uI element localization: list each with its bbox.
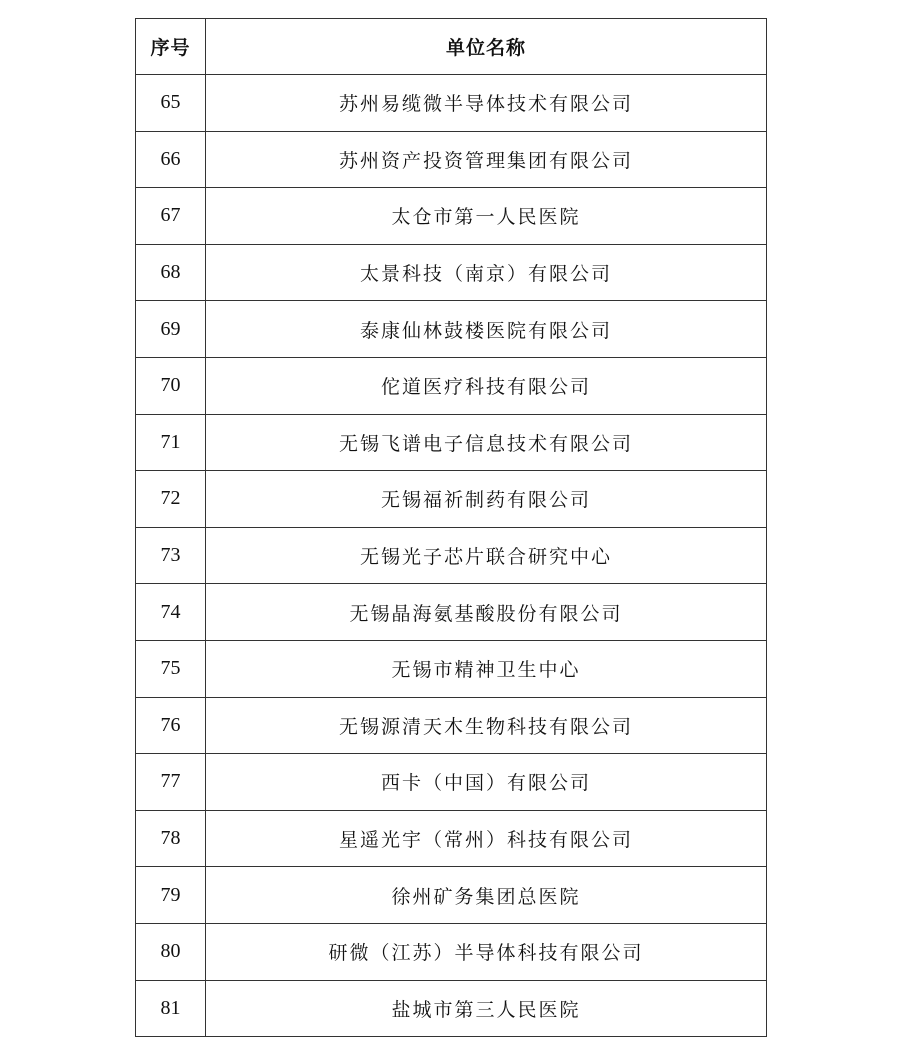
organization-table	[135, 18, 767, 1037]
table-row	[136, 980, 767, 1037]
row-name: 苏州易缆微半导体技术有限公司	[206, 75, 767, 132]
row-name: 无锡源清天木生物科技有限公司	[206, 697, 767, 754]
table-row	[136, 527, 767, 584]
row-seq: 69	[136, 301, 206, 358]
table-row	[136, 131, 767, 188]
table-row	[136, 188, 767, 245]
row-seq: 76	[136, 697, 206, 754]
table-header	[136, 19, 767, 75]
row-seq: 67	[136, 188, 206, 245]
row-name: 佗道医疗科技有限公司	[206, 357, 767, 414]
row-seq: 70	[136, 357, 206, 414]
row-seq: 73	[136, 527, 206, 584]
row-seq: 78	[136, 810, 206, 867]
row-name: 苏州资产投资管理集团有限公司	[206, 131, 767, 188]
header-row	[136, 19, 767, 75]
row-seq: 72	[136, 471, 206, 528]
row-seq: 79	[136, 867, 206, 924]
table-row	[136, 754, 767, 811]
row-name: 盐城市第三人民医院	[206, 980, 767, 1037]
table-row	[136, 867, 767, 924]
row-name: 徐州矿务集团总医院	[206, 867, 767, 924]
row-seq: 68	[136, 244, 206, 301]
table-row	[136, 923, 767, 980]
table-row	[136, 640, 767, 697]
table-body	[136, 75, 767, 1037]
row-name: 太仓市第一人民医院	[206, 188, 767, 245]
row-name: 太景科技（南京）有限公司	[206, 244, 767, 301]
row-name: 泰康仙林鼓楼医院有限公司	[206, 301, 767, 358]
row-name: 无锡光子芯片联合研究中心	[206, 527, 767, 584]
header-seq: 序号	[136, 19, 206, 75]
row-seq: 80	[136, 923, 206, 980]
table-row	[136, 244, 767, 301]
row-name: 研微（江苏）半导体科技有限公司	[206, 923, 767, 980]
table-row	[136, 75, 767, 132]
header-name: 单位名称	[206, 19, 767, 75]
table-row	[136, 471, 767, 528]
table-row	[136, 810, 767, 867]
row-seq: 65	[136, 75, 206, 132]
row-name: 无锡晶海氨基酸股份有限公司	[206, 584, 767, 641]
table-row	[136, 301, 767, 358]
table-row	[136, 697, 767, 754]
table-row	[136, 357, 767, 414]
table-row	[136, 584, 767, 641]
row-seq: 71	[136, 414, 206, 471]
row-seq: 66	[136, 131, 206, 188]
row-name: 无锡市精神卫生中心	[206, 640, 767, 697]
row-name: 星遥光宇（常州）科技有限公司	[206, 810, 767, 867]
row-name: 西卡（中国）有限公司	[206, 754, 767, 811]
row-seq: 77	[136, 754, 206, 811]
row-name: 无锡飞谱电子信息技术有限公司	[206, 414, 767, 471]
row-name: 无锡福祈制药有限公司	[206, 471, 767, 528]
row-seq: 74	[136, 584, 206, 641]
table-row	[136, 414, 767, 471]
row-seq: 81	[136, 980, 206, 1037]
row-seq: 75	[136, 640, 206, 697]
